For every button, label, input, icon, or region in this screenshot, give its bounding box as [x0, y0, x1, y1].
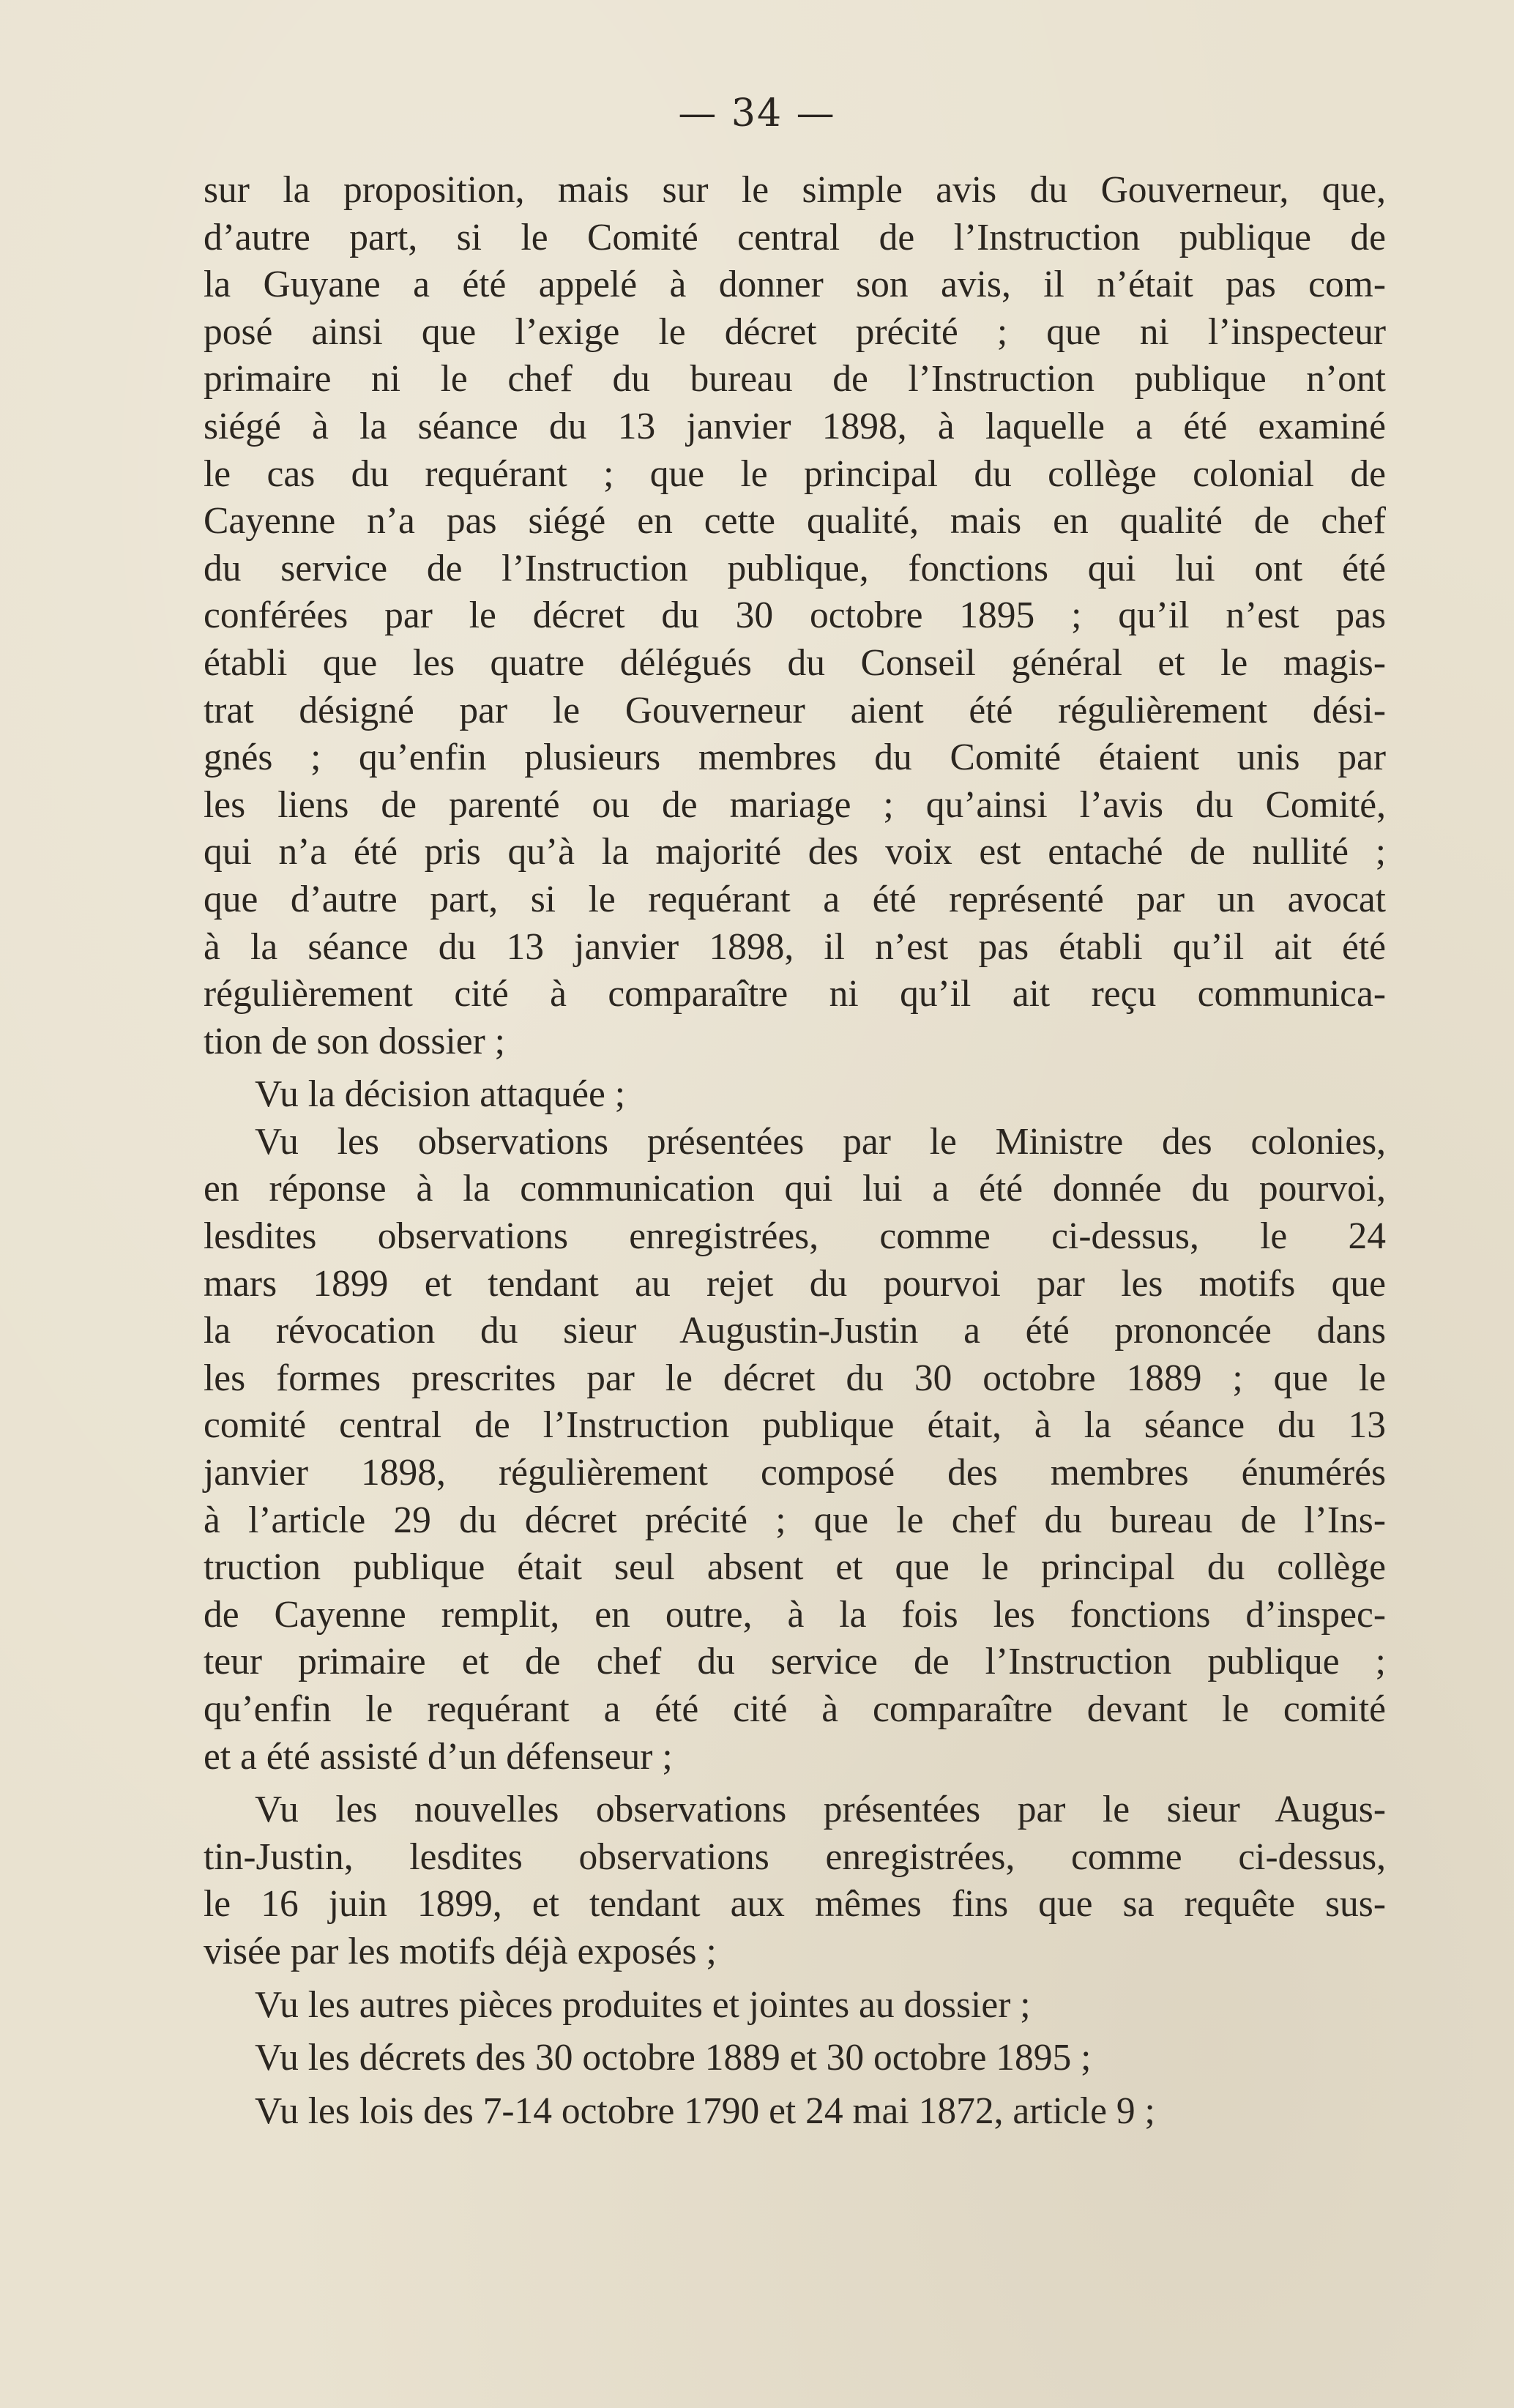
page-number: — 34 —: [678, 92, 836, 135]
body-text: [204, 167, 1386, 2135]
text-line: truction publique était seul absent et que le principal du collège: [204, 1546, 1386, 1589]
text-line: la révocation du sieur Augustin-Justin a été prononcée dans: [204, 1310, 1386, 1352]
text-line: visée par les motifs déjà exposés ;: [204, 1930, 717, 1972]
paragraph-line: Vu les observations présentées par le Ministre des colonies,: [255, 1120, 1386, 1163]
text-line: les formes prescrites par le décret du 30 octobre 1889 ; que le: [204, 1357, 1386, 1399]
text-line: teur primaire et de chef du service de l’Instruction publique ;: [204, 1641, 1386, 1683]
paragraph-line: Vu les lois des 7-14 octobre 1790 et 24 mai 1872, article 9 ;: [255, 2090, 1155, 2132]
text-line: primaire ni le chef du bureau de l’Instruction publique n’ont: [204, 358, 1386, 400]
text-line: les liens de parenté ou de mariage ; qu’ainsi l’avis du Comité,: [204, 783, 1386, 826]
text-line: de Cayenne remplit, en outre, à la fois les fonctions d’inspec-: [204, 1593, 1386, 1636]
text-line: que d’autre part, si le requérant a été représenté par un avocat: [204, 878, 1386, 920]
text-line: qui n’a été pris qu’à la majorité des voix est entaché de nullité ;: [204, 831, 1386, 873]
paragraph-line: Vu la décision attaquée ;: [255, 1073, 625, 1116]
text-line: le cas du requérant ; que le principal du collège colonial de: [204, 452, 1386, 495]
paragraph-line: Vu les autres pièces produites et jointes au dossier ;: [255, 1983, 1031, 2026]
text-line: qu’enfin le requérant a été cité à comparaître devant le comité: [204, 1688, 1386, 1730]
text-line: à la séance du 13 janvier 1898, il n’est pas établi qu’il ait été: [204, 925, 1386, 968]
text-line: comité central de l’Instruction publique était, à la séance du 13: [204, 1404, 1386, 1447]
text-line: d’autre part, si le Comité central de l’Instruction publique de: [204, 216, 1386, 258]
text-line: gnés ; qu’enfin plusieurs membres du Comité étaient unis par: [204, 737, 1386, 779]
text-line: Cayenne n’a pas siégé en cette qualité, mais en qualité de chef: [204, 500, 1386, 543]
paragraph-line: Vu les décrets des 30 octobre 1889 et 30 octobre 1895 ;: [255, 2037, 1092, 2079]
text-line: lesdites observations enregistrées, comme ci-dessus, le 24: [204, 1215, 1386, 1258]
text-line: sur la proposition, mais sur le simple avis du Gouverneur, que,: [204, 169, 1386, 211]
text-line: établi que les quatre délégués du Conseil général et le magis-: [204, 641, 1386, 684]
text-line: siégé à la séance du 13 janvier 1898, à laquelle a été examiné: [204, 405, 1386, 447]
text-line: janvier 1898, régulièrement composé des membres énumérés: [204, 1452, 1386, 1494]
text-line: conférées par le décret du 30 octobre 1895 ; qu’il n’est pas: [204, 594, 1386, 637]
text-line: à l’article 29 du décret précité ; que le chef du bureau de l’Ins-: [204, 1499, 1386, 1541]
text-line: du service de l’Instruction publique, fonctions qui lui ont été: [204, 547, 1386, 589]
text-line: le 16 juin 1899, et tendant aux mêmes fins que sa requête sus-: [204, 1883, 1386, 1926]
text-line: mars 1899 et tendant au rejet du pourvoi par les motifs que: [204, 1262, 1386, 1305]
text-line: en réponse à la communication qui lui a été donnée du pourvoi,: [204, 1168, 1386, 1210]
text-line: et a été assisté d’un défenseur ;: [204, 1735, 673, 1778]
text-line: tion de son dossier ;: [204, 1020, 505, 1062]
text-line: régulièrement cité à comparaître ni qu’il ait reçu communica-: [204, 973, 1386, 1015]
text-line: trat désigné par le Gouverneur aient été régulièrement dési-: [204, 689, 1386, 731]
paragraph-line: Vu les nouvelles observations présentées par le sieur Augus-: [255, 1789, 1386, 1831]
text-line: tin-Justin, lesdites observations enregistrées, comme ci-dessus,: [204, 1835, 1386, 1878]
text-line: posé ainsi que l’exige le décret précité ; que ni l’inspecteur: [204, 310, 1386, 353]
text-line: la Guyane a été appelé à donner son avis, il n’était pas com-: [204, 264, 1386, 306]
